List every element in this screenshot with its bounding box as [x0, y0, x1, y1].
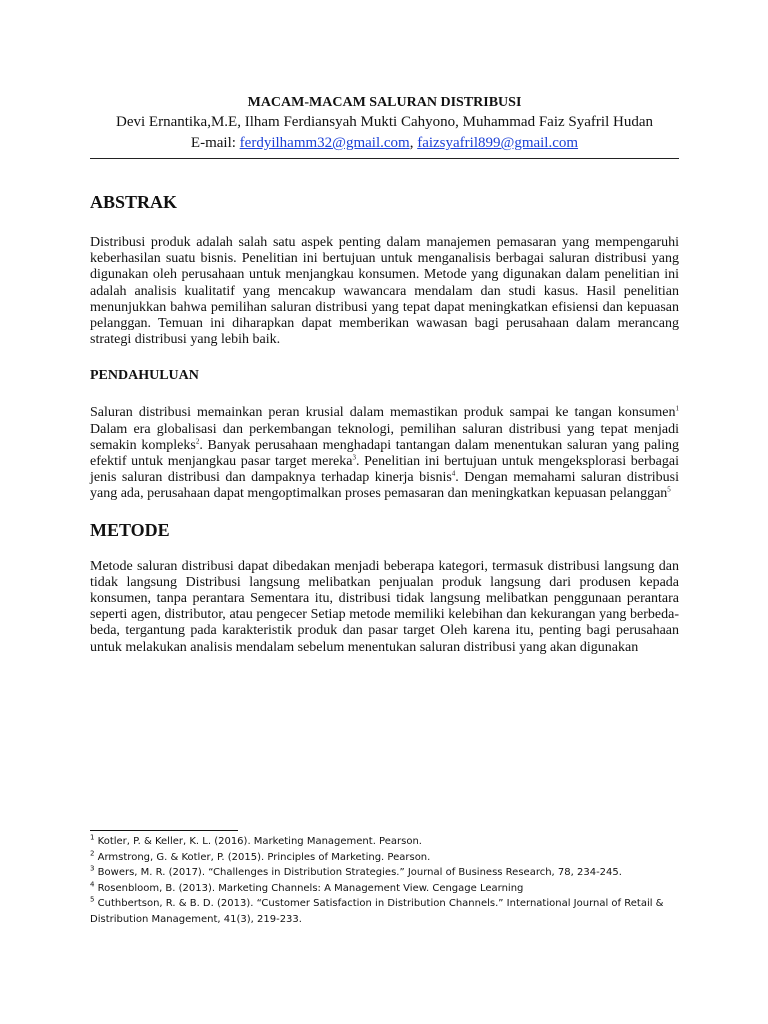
- paper-authors: Devi Ernantika,M.E, Ilham Ferdiansyah Mukti Cahyono, Muhammad Faiz Syafril Hudan: [116, 114, 653, 130]
- footnote-ref-3[interactable]: 3: [352, 453, 356, 462]
- footnote-ref-4[interactable]: 4: [451, 469, 456, 478]
- footnote-number: 4: [90, 880, 95, 889]
- footnote-text: Kotler, P. & Keller, K. L. (2016). Marketing Management. Pearson.: [97, 836, 422, 847]
- footnote-text: Bowers, M. R. (2017). “Challenges in Distribution Strategies.” Journal of Business Research, 78, 234-245.: [97, 867, 622, 879]
- pendahuluan-text-5: . Dengan memahami saluran distribusi yang ada, perusahaan dapat mengoptimalkan proses pemasaran dan meningkatkan kepuasan pelanggan: [90, 470, 679, 502]
- footnote-number: 3: [90, 864, 95, 873]
- email-separator: ,: [409, 135, 418, 151]
- footnote-text: Cuthbertson, R. & B. D. (2013). “Customer Satisfaction in Distribution Channels.” International Journal of Retail & Distribution Management, 41(3), 219-233.: [90, 898, 664, 925]
- section-heading-pendahuluan: PENDAHULUAN: [90, 368, 199, 384]
- section-heading-metode: METODE: [90, 519, 170, 540]
- pendahuluan-text-3: . Banyak perusahaan menghadapi tantangan dalam menentukan saluran yang paling efektif untuk menjangkau pasar target mereka: [90, 437, 679, 470]
- pendahuluan-text-4: . Penelitian ini bertujuan untuk mengeksplorasi berbagai jenis saluran distribusi dan dampaknya terhadap kinerja bisnis: [90, 454, 679, 486]
- pendahuluan-paragraph: [90, 405, 679, 502]
- footnote-ref-5[interactable]: 5: [667, 485, 671, 494]
- footnote-text: Rosenbloom, B. (2013). Marketing Channels: A Management View. Cengage Learning: [97, 882, 524, 894]
- abstrak-paragraph: Distribusi produk adalah salah satu aspek penting dalam manajemen pemasaran yang mempengaruhi keberhasilan suatu bisnis. Penelitian ini bertujuan untuk menganalisis berbagai saluran distribusi yang digunakan oleh perusahaan untuk menjangkau konsumen. Metode yang digunakan dalam penelitian ini adalah analisis kualitatif yang mencakup wawancara mendalam dan studi kasus. Hasil penelitian menunjukkan bahwa pemilihan saluran distribusi yang tepat dapat meningkatkan efisiensi dan kepuasan pelanggan. Temuan ini diharapkan dapat memberikan wawasan bagi perusahaan dalam merancang strategi distribusi yang lebih baik.: [90, 235, 679, 348]
- pendahuluan-text-2: Dalam era globalisasi dan perkembangan teknologi, pemilihan saluran distribusi yang tepat menjadi semakin kompleks: [90, 421, 679, 453]
- email-label: E-mail:: [190, 135, 240, 151]
- footnote-number: 5: [90, 896, 95, 905]
- paper-page: [90, 93, 679, 656]
- email-link-1[interactable]: ferdyilhamm32@gmail.com: [239, 135, 410, 151]
- footnote-text: Armstrong, G. & Kotler, P. (2015). Principles of Marketing. Pearson.: [97, 851, 431, 863]
- email-link-2[interactable]: faizsyafril899@gmail.com: [417, 135, 579, 151]
- footnote-ref-2[interactable]: 2: [195, 437, 200, 446]
- footnote-number: 2: [90, 849, 95, 858]
- metode-paragraph: Metode saluran distribusi dapat dibedakan menjadi beberapa kategori, termasuk distribusi langsung dan tidak langsung Distribusi langsung melibatkan penjualan produk langsung dari produsen kepada konsumen, tanpa perantara Sementara itu, distribusi tidak langsung melibatkan penggunaan perantara seperti agen, distributor, atau pengecer Setiap metode memiliki kelebihan dan kekurangan yang berbeda-beda, tergantung pada karakteristik produk dan pasar target Oleh karena itu, penting bagi perusahaan untuk melakukan analisis mendalam sebelum menentukan saluran distribusi yang akan digunakan: [90, 558, 679, 655]
- footnote-ref-1[interactable]: 1: [675, 404, 679, 413]
- footnote-item: [90, 896, 680, 927]
- footnote-item: [90, 881, 680, 897]
- footnote-item: [90, 834, 680, 850]
- email-line: [90, 133, 679, 154]
- footnote-item: [90, 850, 680, 866]
- header-divider: [90, 158, 679, 159]
- section-heading-abstrak: ABSTRAK: [90, 192, 178, 212]
- paper-header: [90, 93, 679, 154]
- footnote-separator: [90, 830, 238, 831]
- footnote-item: [90, 865, 680, 881]
- pendahuluan-text-1: Saluran distribusi memainkan peran krusial dalam memastikan produk sampai ke tangan konsumen: [90, 405, 676, 421]
- footnotes: [90, 830, 680, 928]
- footnote-number: 1: [90, 833, 95, 842]
- paper-title: MACAM-MACAM SALURAN DISTRIBUSI: [247, 95, 522, 110]
